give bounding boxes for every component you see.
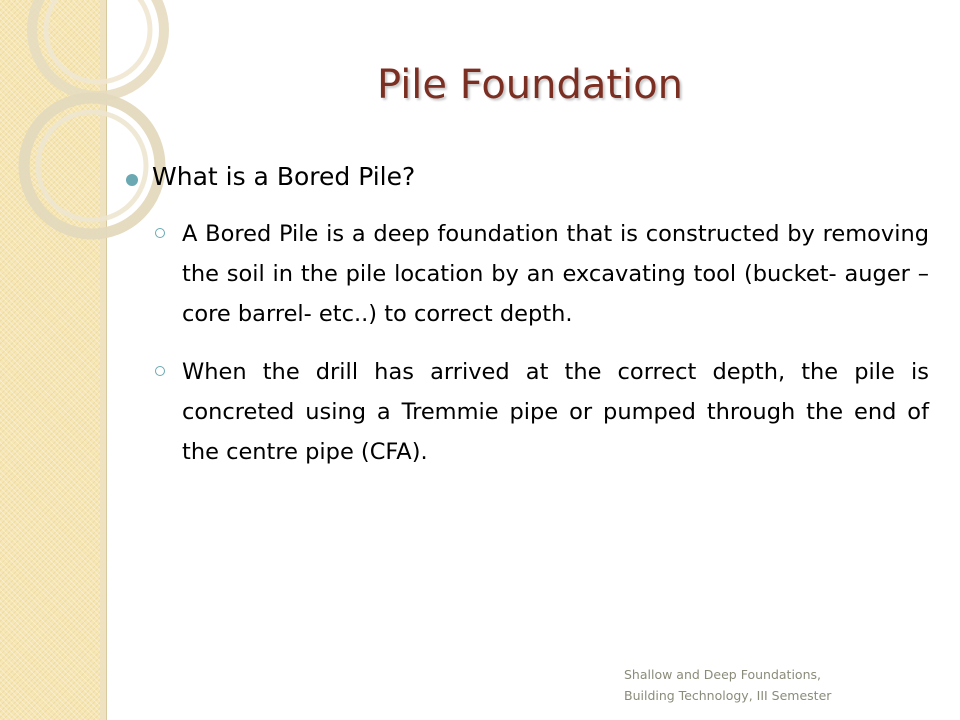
slide-footer — [624, 664, 924, 706]
slide-title: Pile Foundation — [376, 62, 684, 108]
sub-bullet-text: When the drill has arrived at the correct depth, the pile is concreted using a Tremmie pipe or pumped through the end of the centre pipe (CFA). — [182, 359, 929, 465]
sub-bullet-ring-icon — [155, 366, 165, 376]
footer-line: Shallow and Deep Foundations, — [624, 667, 821, 682]
sub-bullet-ring-icon — [155, 228, 165, 238]
bullet-dot-icon — [126, 174, 138, 186]
footer-line: Building Technology, III Semester — [624, 688, 832, 703]
decorative-rings — [0, 0, 200, 260]
main-bullet-text: What is a Bored Pile? — [152, 162, 416, 191]
sub-bullet-text: A Bored Pile is a deep foundation that is constructed by removing the soil in the pile location by an excavating tool (bucket- auger – core barrel- etc..) to correct depth. — [182, 221, 929, 327]
